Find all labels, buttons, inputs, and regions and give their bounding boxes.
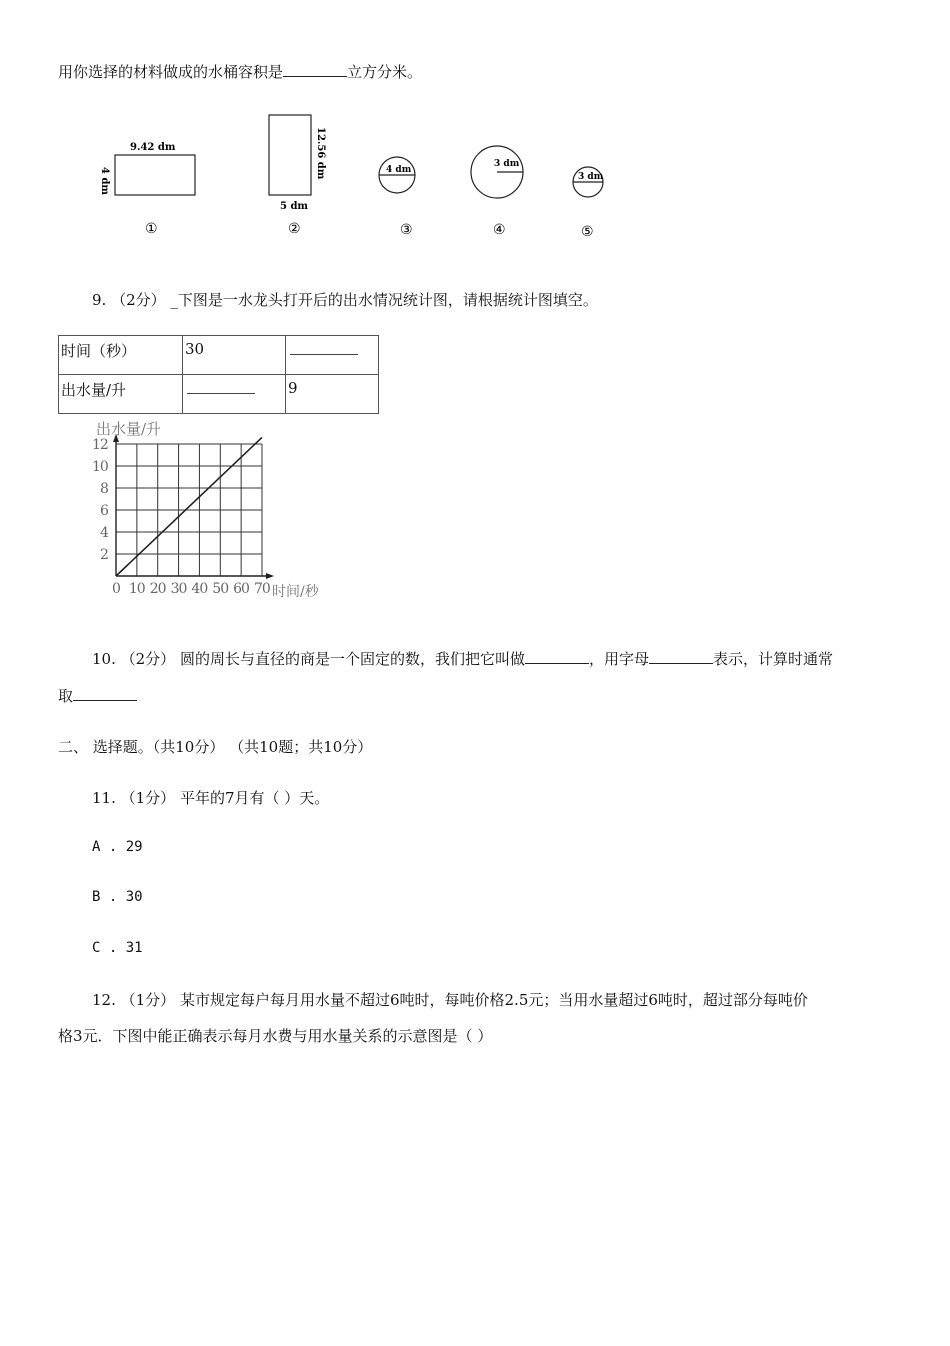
x-tick-label: 20	[149, 581, 166, 597]
q12-number: 12.	[92, 991, 116, 1009]
x-tick-label: 0	[112, 581, 120, 597]
y-tick-label: 8	[100, 481, 108, 497]
section-2-heading: 二、 选择题。（共10分） （共10题；共10分）	[58, 738, 373, 756]
row1-label: 时间（秒）	[59, 336, 183, 375]
q10-number: 10.	[92, 650, 116, 668]
q9-data-table	[58, 335, 379, 414]
row1-blank[interactable]	[290, 354, 358, 355]
number-4: ④	[493, 222, 506, 238]
circle3-label: 4 dm	[386, 165, 412, 175]
q10-part3: 表示，计算时通常	[713, 650, 834, 668]
q9-stem	[92, 290, 598, 310]
x-axis-arrow	[266, 573, 274, 579]
x-tick-label: 10	[128, 581, 145, 597]
x-tick-label: 60	[233, 581, 249, 597]
q10-score: （2分）	[120, 650, 176, 668]
rect1-height-label: 4 dm	[99, 167, 110, 196]
q11-option-a[interactable]: A . 29	[92, 839, 143, 855]
x-tick-label: 70	[254, 581, 270, 597]
q10-part1: 圆的周长与直径的商是一个固定的数，我们把它叫做	[179, 650, 525, 668]
q11-stem	[92, 788, 329, 808]
q12-stem	[92, 990, 808, 1010]
q9-number: 9.	[92, 291, 107, 309]
row1-blank-cell[interactable]	[286, 336, 379, 375]
row1-value: 30	[183, 336, 286, 375]
row2-blank[interactable]	[187, 393, 255, 394]
q8-text-before: 用你选择的材料做成的水桶容积是	[58, 63, 284, 81]
chart-series	[116, 437, 262, 576]
q10-line2	[58, 686, 137, 706]
q8-text-after: 立方分米。	[347, 63, 423, 81]
q10-part2: ，用字母	[588, 650, 649, 668]
x-tick-label: 40	[191, 581, 208, 597]
q11-option-c[interactable]: C . 31	[92, 940, 143, 956]
q10-blank-2[interactable]	[649, 649, 713, 664]
rect-material-1	[115, 155, 195, 195]
rect-material-2	[269, 115, 311, 195]
y-tick-label: 2	[100, 547, 108, 563]
q12-line2: 格3元．下图中能正确表示每月水费与用水量关系的示意图是（ ）	[58, 1027, 493, 1045]
y-tick-label: 12	[92, 437, 108, 453]
x-tick-label: 50	[212, 581, 229, 597]
chart-x-axis-label: 时间/秒	[272, 584, 319, 600]
q8-answer-line	[58, 62, 422, 82]
rect2-height-label: 12.56 dm	[315, 127, 326, 180]
q12-score: （1分）	[120, 991, 176, 1009]
x-tick-label: 30	[170, 581, 187, 597]
q8-blank[interactable]	[283, 62, 347, 77]
water-flow-chart	[90, 418, 350, 608]
q11-text: 平年的7月有（ ）天。	[179, 789, 330, 807]
y-tick-label: 6	[100, 503, 108, 519]
number-2: ②	[288, 221, 301, 237]
q8-materials-figure	[90, 105, 630, 245]
table-row	[59, 375, 379, 414]
row2-blank-cell[interactable]	[183, 375, 286, 414]
q10-line2-text: 取	[58, 687, 74, 705]
q10-stem	[92, 649, 833, 669]
rect2-width-label: 5 dm	[280, 201, 309, 212]
number-1: ①	[145, 221, 158, 237]
chart-y-axis-label: 出水量/升	[96, 420, 162, 438]
q10-blank-1[interactable]	[525, 649, 589, 664]
number-5: ⑤	[581, 224, 594, 240]
row2-value: 9	[286, 375, 379, 414]
series-line	[116, 437, 262, 576]
rect1-width-label: 9.42 dm	[130, 142, 176, 153]
table-row	[59, 336, 379, 375]
q11-score: （1分）	[120, 789, 176, 807]
q10-blank-3[interactable]	[73, 686, 137, 701]
circle5-label: 3 dm	[578, 172, 604, 182]
number-3: ③	[400, 222, 413, 238]
q11-number: 11.	[92, 789, 116, 807]
circle4-label: 3 dm	[494, 159, 520, 169]
q11-option-b[interactable]: B . 30	[92, 889, 143, 905]
y-tick-label: 4	[100, 525, 108, 541]
row2-label: 出水量/升	[59, 375, 183, 414]
q12-line1: 某市规定每户每月用水量不超过6吨时，每吨价格2.5元；当用水量超过6吨时，超过部分每吨价	[179, 991, 808, 1009]
q9-text: _下图是一水龙头打开后的出水情况统计图，请根据统计图填空。	[170, 291, 598, 309]
q9-score: （2分）	[111, 291, 166, 309]
y-tick-label: 10	[92, 459, 108, 475]
